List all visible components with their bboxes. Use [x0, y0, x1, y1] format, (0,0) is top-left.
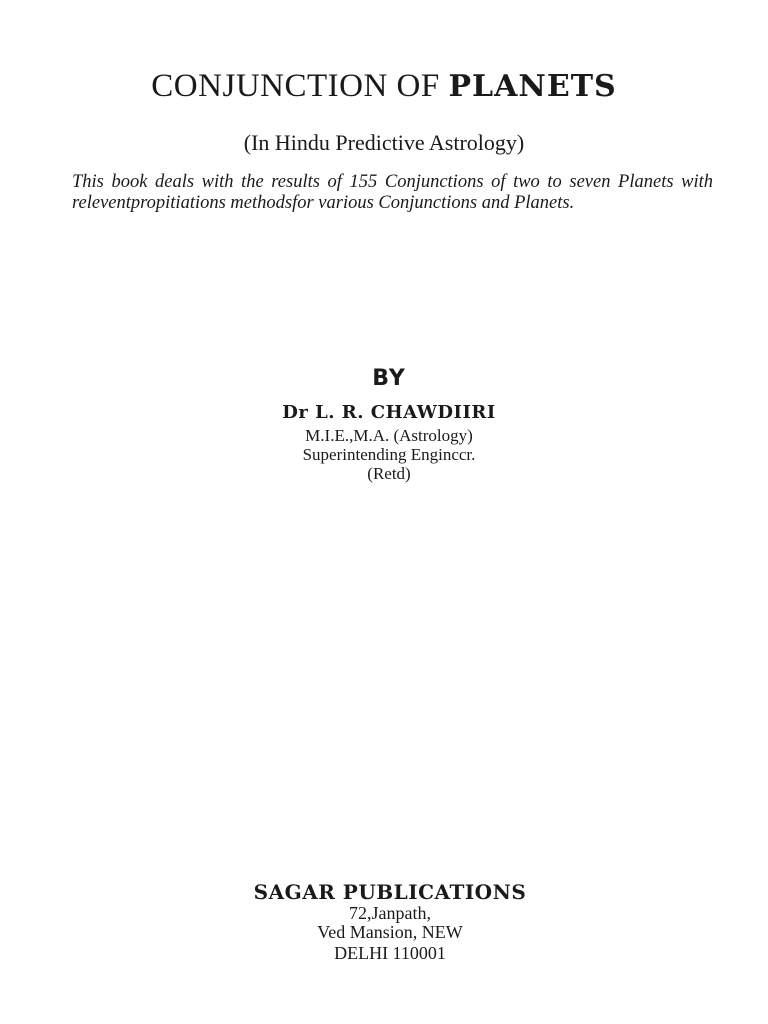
- author-position: Superintending Enginccr.: [302, 445, 476, 464]
- book-title-part-2: PLANETS: [448, 69, 617, 104]
- publisher-address-line-3: DELHI 110001: [334, 943, 446, 963]
- book-subtitle: (In Hindu Predictive Astrology): [243, 130, 525, 155]
- publisher-address-line-2: Ved Mansion, NEW: [317, 922, 463, 942]
- publisher-name: SAGAR PUBLICATIONS: [253, 880, 527, 904]
- publisher-address-line-1: 72,Janpath,: [349, 903, 431, 923]
- author-name: Dr L. R. CHAWDIIRI: [282, 402, 496, 423]
- byline: BY: [372, 366, 406, 391]
- book-title: [0, 68, 768, 105]
- book-title-part-1: CONJUNCTION OF: [151, 68, 449, 104]
- author-status: (Retd): [367, 464, 411, 483]
- author-qualifications: M.I.E.,M.A. (Astrology): [305, 426, 473, 445]
- book-description: This book deals with the results of 155 Conjunctions of two to seven Planets with releventpropitiations methodsfor various Conjunctions and Planets.: [72, 172, 713, 213]
